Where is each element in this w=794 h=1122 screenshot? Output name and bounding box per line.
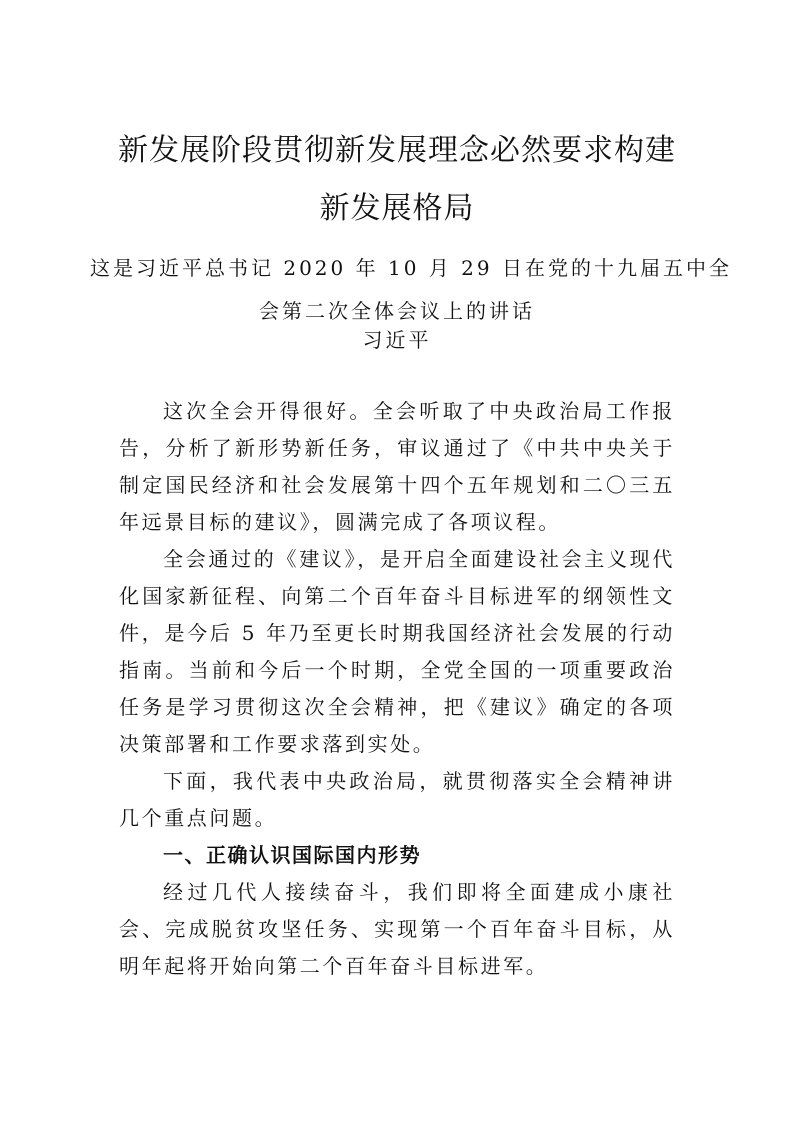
document-title-line-1: 新发展阶段贯彻新发展理念必然要求构建	[118, 133, 676, 168]
body-paragraph: 下面，我代表中央政治局，就贯彻落实全会精神讲几个重点问题。	[119, 769, 675, 830]
document-subtitle-line-2: 会第二次全体会议上的讲话	[259, 299, 535, 323]
document-author: 习近平	[362, 328, 432, 352]
body-paragraph: 这次全会开得很好。全会听取了中央政治局工作报告，分析了新形势新任务，审议通过了《中共中央关于制定国民经济和社会发展第十四个五年规划和二〇三五年远景目标的建议》，圆满完成了各项议程。	[119, 399, 675, 534]
section-heading: 一、正确认识国际国内形势	[163, 843, 421, 867]
body-paragraph: 全会通过的《建议》，是开启全面建设社会主义现代化国家新征程、向第二个百年奋斗目标进军的纲领性文件，是今后 5 年乃至更长时期我国经济社会发展的行动指南。当前和今后一个时期，全党全国的一项重要政治任务是学习贯彻这次全会精神，把《建议》确定的各项决策部署和工作要求落到实处。	[119, 547, 675, 756]
document-title-line-2: 新发展格局	[319, 191, 475, 226]
document-body	[119, 393, 675, 985]
document-subtitle-line-1: 这是习近平总书记 2020 年 10 月 29 日在党的十九届五中全	[90, 256, 732, 280]
body-paragraph: 经过几代人接续奋斗，我们即将全面建成小康社会、完成脱贫攻坚任务、实现第一个百年奋斗目标，从明年起将开始向第二个百年奋斗目标进军。	[119, 880, 675, 978]
